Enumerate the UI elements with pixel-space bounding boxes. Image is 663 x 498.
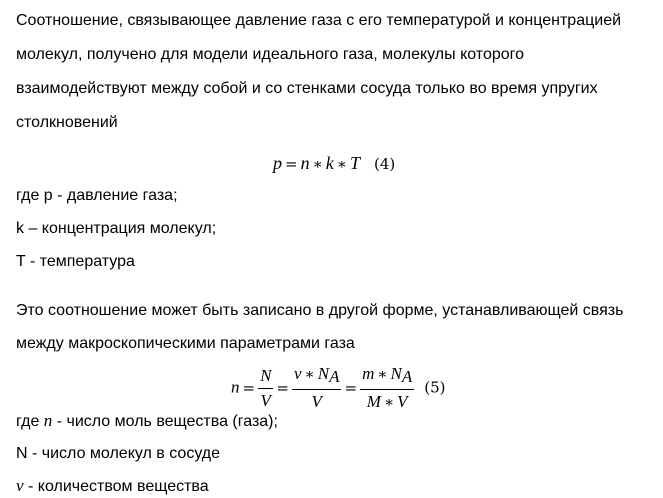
eq5-f3-N: N: [390, 364, 402, 383]
eq5-f2-star: ∗: [304, 365, 315, 383]
eq5-f3-den-star: ∗: [383, 393, 395, 411]
eq5-f2-den: V: [311, 392, 322, 411]
paragraph1-line3: взаимодействуют между собой и со стенками сосуда только во время упругих: [16, 80, 598, 97]
eq4-label: (4): [374, 155, 396, 173]
eq5-f2-N: N: [317, 364, 330, 383]
equation-4: [273, 153, 395, 174]
def-T-line: T - температура: [16, 253, 135, 270]
eq5-equals1: =: [242, 378, 256, 397]
eq5-equals2: =: [276, 378, 289, 397]
def-N-line: N - число молекул в сосуде: [16, 445, 221, 462]
def-k-line: k – концентрация молекул;: [16, 220, 217, 237]
paragraph2-line2: между макроскопическими параметрами газа: [16, 335, 355, 352]
def-nu-rest: - количеством вещества: [23, 478, 209, 495]
eq5-equals3: =: [344, 378, 358, 397]
equation-5: [231, 364, 446, 412]
eq4-k: k: [325, 153, 334, 173]
eq5-f3-star: ∗: [377, 365, 388, 383]
paragraph2-line1: Это соотношение может быть записано в другой форме, устанавливающей связь: [16, 302, 624, 319]
eq5-f2-nu: ν: [294, 364, 302, 383]
eq5-f1-den: V: [260, 390, 271, 410]
eq4-n: n: [300, 153, 310, 173]
eq4-T: T: [349, 153, 360, 173]
eq5-fraction2: [292, 364, 341, 412]
def-n-var: n: [43, 411, 53, 430]
eq5-n: n: [231, 377, 240, 397]
paragraph1-line1: Соотношение, связывающее давление газа с его температурой и концентрацией: [16, 12, 622, 29]
eq4-star1: ∗: [312, 155, 323, 173]
eq4-star2: ∗: [336, 155, 347, 173]
eq5-f3-M: M: [366, 392, 381, 411]
def-n-line: [16, 411, 278, 432]
eq5-f2-sub: A: [329, 367, 340, 386]
def-n-rest: - число моль вещества (газа);: [52, 413, 278, 430]
paragraph1-line4: столкновений: [16, 114, 118, 131]
eq5-f3-sub: A: [401, 367, 413, 386]
eq5-fraction3: [360, 364, 414, 412]
eq5-fraction1: [258, 366, 273, 411]
paragraph1-line2: молекул, получено для модели идеального газа, молекулы которого: [16, 46, 525, 63]
eq5-label: (5): [424, 378, 446, 397]
def-n-prefix: где: [16, 413, 44, 430]
def-p-line: где p - давление газа;: [16, 187, 178, 204]
eq5-f3-m: m: [362, 364, 375, 383]
eq4-p: p: [273, 153, 282, 173]
def-nu-line: [16, 476, 209, 497]
eq4-equals: =: [285, 155, 298, 173]
eq5-f1-num: N: [260, 365, 272, 385]
eq5-f3-V: V: [397, 392, 408, 411]
def-nu-var: ν: [16, 476, 24, 495]
